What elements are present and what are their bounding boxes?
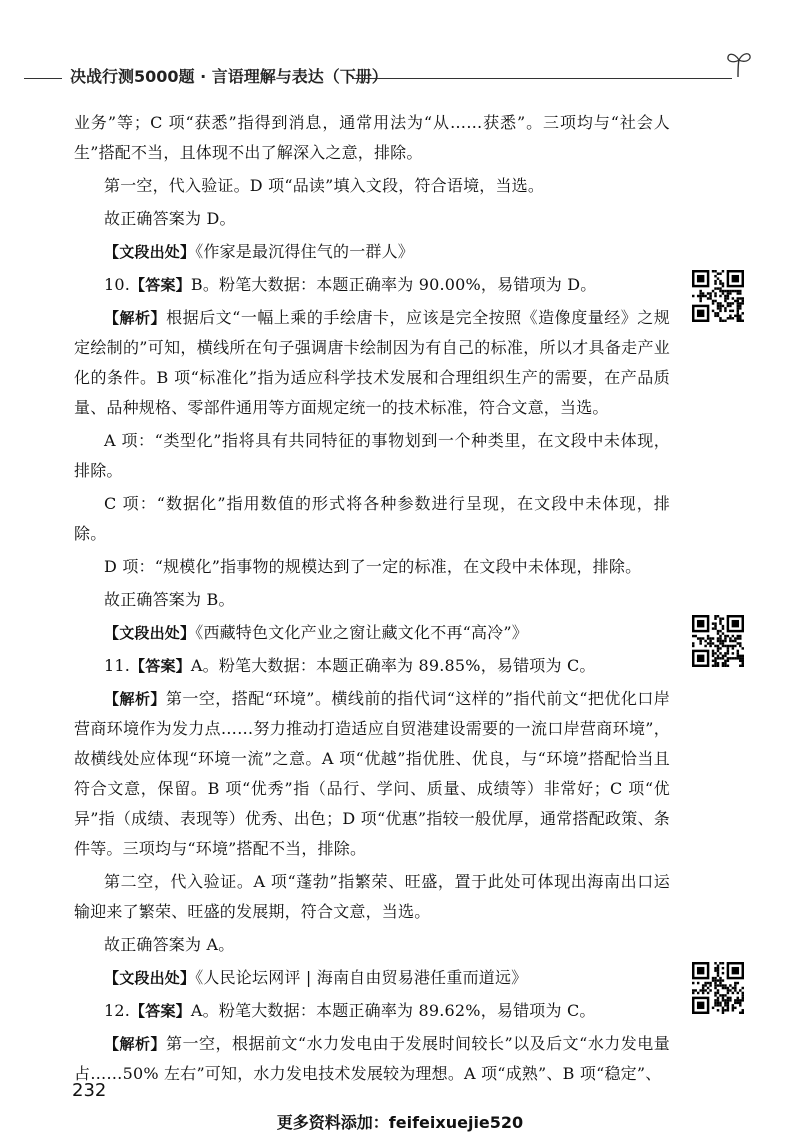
paragraph — [74, 426, 670, 486]
paragraph-text: A。粉笔大数据：本题正确率为 89.62%，易错项为 C。 — [190, 1001, 596, 1020]
paragraph-text: 故正确答案为 D。 — [104, 209, 236, 228]
paragraph — [74, 270, 670, 300]
paragraph — [74, 552, 670, 582]
page-header — [0, 58, 800, 98]
paragraph-text: C 项：“数据化”指用数值的形式将各种参数进行呈现，在文段中未体现，排除。 — [74, 494, 670, 543]
paragraph — [74, 204, 670, 234]
paragraph — [74, 618, 670, 648]
qr-code-icon[interactable] — [692, 615, 744, 667]
paragraph — [74, 867, 670, 927]
paragraph-text: 10. — [104, 275, 131, 294]
header-rule-right — [352, 78, 732, 79]
paragraph — [74, 489, 670, 549]
paragraph-text: B。粉笔大数据：本题正确率为 90.00%，易错项为 D。 — [190, 275, 597, 294]
paragraph — [74, 303, 670, 423]
paragraph-text: A 项：“类型化”指将具有共同特征的事物划到一个种类里，在文段中未体现，排除。 — [74, 431, 670, 480]
page-number: 232 — [72, 1080, 107, 1101]
paragraph-text: 《作家是最沉得住气的一群人》 — [195, 242, 415, 261]
paragraph — [74, 963, 670, 993]
paragraph-text: 《人民论坛网评 | 海南自由贸易港任重而道远》 — [195, 968, 528, 987]
header-title: 决战行测5000题 · 言语理解与表达（下册） — [70, 67, 388, 86]
paragraph — [74, 1029, 670, 1089]
footer-note: 更多资料添加：feifeixuejie520 — [276, 1113, 524, 1132]
paragraph-text: 第二空，代入验证。A 项“蓬勃”指繁荣、旺盛，置于此处可体现出海南出口运输迎来了繁荣、旺盛的发展期，符合文意，当选。 — [74, 872, 670, 921]
paragraph-text: 业务”等；C 项“获悉”指得到消息，通常用法为“从……获悉”。三项均与“社会人生”搭配不当，且体现不出了解深入之意，排除。 — [74, 113, 670, 162]
paragraph-text: D 项：“规模化”指事物的规模达到了一定的标准，在文段中未体现，排除。 — [104, 557, 642, 576]
section-tag: 【解析】 — [104, 690, 166, 708]
section-tag: 【答案】 — [130, 657, 191, 675]
paragraph-text: 第一空，代入验证。D 项“品读”填入文段，符合语境，当选。 — [104, 176, 545, 195]
paragraph — [74, 585, 670, 615]
paragraph-text: 第一空，搭配“环境”。横线前的指代词“这样的”指代前文“把优化口岸营商环境作为发力点……努力推动打造适应自贸港建设需要的一流口岸营商环境”，故横线处应体现“环境一流”之意。A 项“优越”指优胜、优良，与“环境”搭配恰当且符合文意，保留。B 项“优秀”指（品行、学问、质量、成绩等）非常好；C 项“优异”指（成绩、表现等）优秀、出色；D 项“优惠”指较一般优厚，通常搭配政策、条件等。三项均与“环境”搭配不当，排除。 — [74, 689, 671, 858]
paragraph — [74, 651, 670, 681]
paragraph-text: 《西藏特色文化产业之窗让藏文化不再“高冷”》 — [195, 623, 528, 642]
qr-code-icon[interactable] — [692, 270, 744, 322]
section-tag: 【解析】 — [104, 1035, 166, 1053]
section-tag: 【答案】 — [130, 1002, 191, 1020]
paragraph — [74, 930, 670, 960]
header-rule-left — [24, 78, 62, 79]
sprout-icon — [724, 50, 754, 78]
paragraph — [74, 237, 670, 267]
paragraph — [74, 684, 670, 864]
paragraph — [74, 171, 670, 201]
section-tag: 【解析】 — [104, 309, 167, 327]
paragraph-text: 故正确答案为 B。 — [104, 590, 235, 609]
paragraph-text: 故正确答案为 A。 — [104, 935, 235, 954]
document-body — [74, 108, 670, 1092]
paragraph-text: 第一空，根据前文“水力发电由于发展时间较长”以及后文“水力发电量占……50% 左右”可知，水力发电技术发展较为理想。A 项“成熟”、B 项“稳定”、 — [74, 1034, 670, 1083]
paragraph-text: 11. — [104, 656, 131, 675]
paragraph-text: A。粉笔大数据：本题正确率为 89.85%，易错项为 C。 — [190, 656, 596, 675]
section-tag: 【文段出处】 — [104, 624, 196, 642]
paragraph-text: 根据后文“一幅上乘的手绘唐卡，应该是完全按照《造像度量经》之规定绘制的”可知，横线所在句子强调唐卡绘制因为有自己的标准，所以才具备走产业化的条件。B 项“标准化”指为适应科学技术发展和合理组织生产的需要，在产品质量、品种规格、零部件通用等方面规定统一的技术标准，符合文意，当选。 — [74, 308, 670, 417]
section-tag: 【文段出处】 — [104, 243, 196, 261]
section-tag: 【文段出处】 — [104, 969, 196, 987]
paragraph — [74, 996, 670, 1026]
paragraph — [74, 108, 670, 168]
paragraph-text: 12. — [104, 1001, 131, 1020]
section-tag: 【答案】 — [130, 276, 191, 294]
qr-code-icon[interactable] — [692, 962, 744, 1014]
